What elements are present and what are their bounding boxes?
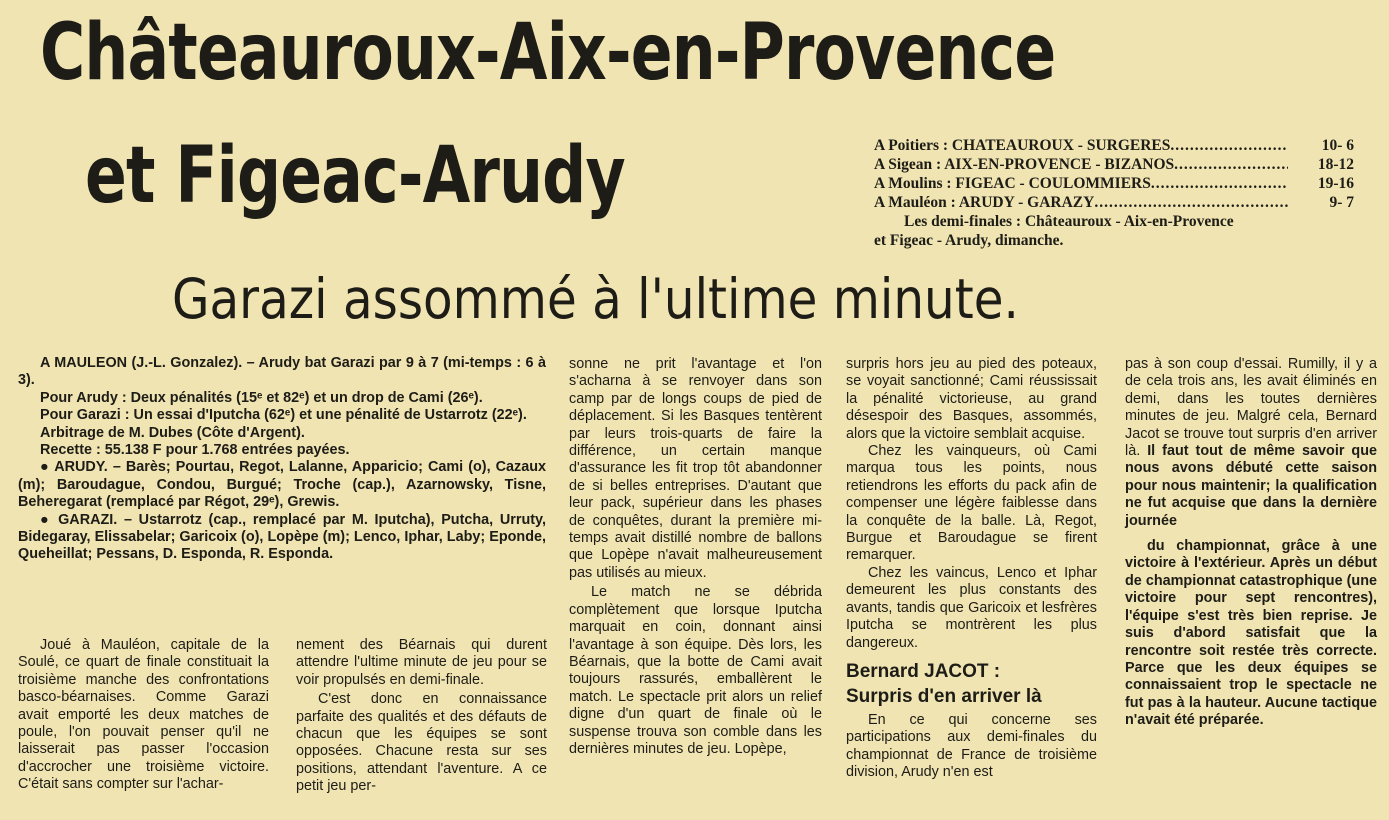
quote: du championnat, grâce à une victoire à l'extérieur. Après un début de championnat catastrophique (une victoire pour sept rencontres), l'équipe s'est très bien reprise. Je suis d'abord satisfait que la rencontre soit restée très correcte. Parce que les deux équipes se connaissaient trop le spectacle ne fut pas à la hauteur. Aucune tactique n'avait été préparée. [1125, 538, 1377, 729]
summary-garazi-points: Pour Garazi : Un essai d'Iputcha (62ᵉ) et une pénalité de Ustarrotz (22ᵉ). [40, 407, 527, 424]
summary-garazi-lineup: ● GARAZI. – Ustarrotz (cap., remplacé par M. Iputcha), Putcha, Urruty, Bidegaray, Elissabelar; Garicoix (o), Lopèpe (m); Lenco, Iphar, Laby; Eponde, Queheillat; Pessans, D. Esponda, R. Esponda. [18, 511, 546, 563]
paragraph: nement des Béarnais qui durent attendre l'ultime minute de jeu pour se voir propulsés en demi-finale. [296, 637, 547, 688]
result-match: ARUDY - GARAZY [958, 194, 1095, 211]
semifinals-line-1: Les demi-finales : Châteauroux - Aix-en-Provence [904, 213, 1234, 230]
results-box [874, 136, 1354, 250]
result-row [874, 136, 1354, 155]
result-venue: A Sigean : [874, 156, 942, 173]
paragraph: Joué à Mauléon, capitale de la Soulé, ce quart de finale constituait la troisième manche des confrontations basco-béarnaises. Comme Garazi avait emporté les deux matches de poule, l'on pouvait penser qu'il ne laisserait pas passer l'occasion d'accrocher une troisième victoire. C'était sans compter sur l'achar- [18, 637, 269, 793]
result-score: 18-12 [1317, 156, 1354, 173]
headline-line-2: et Figeac-Arudy [85, 131, 625, 221]
paragraph: Le match ne se débrida complètement que lorsque Iputcha marquait en coin, donnant ainsi l'avantage à son équipe. Dès lors, les Béarnais, que la botte de Cami avait toujours rassurés, emballèrent le match. Le spectacle prit alors un relief digne d'un quart de finale où le suspense trouva son comble dans les dernières minutes de jeu. Lopèpe, [569, 584, 822, 757]
result-match: AIX-EN-PROVENCE - BIZANOS [944, 156, 1175, 173]
paragraph: C'est donc en connaissance parfaite des qualités et des défauts de chacun que les équipes se sont opposées. Chacune resta sur ses positions, attendant l'aventure. A ce petit jeu per- [296, 691, 547, 795]
sidebar-title-line-2: Surpris d'en arriver là [846, 685, 1042, 707]
result-match: CHATEAUROUX - SURGERES [951, 137, 1171, 154]
result-match: FIGEAC - COULOMMIERS [955, 175, 1151, 192]
result-row [874, 193, 1354, 212]
headline-line-1: Châteauroux-Aix-en-Provence [40, 8, 1056, 98]
result-row [874, 174, 1354, 193]
match-summary [18, 355, 546, 564]
sidebar-title [846, 659, 1097, 709]
summary-referee: Arbitrage de M. Dubes (Côte d'Argent). [40, 424, 305, 441]
result-score: 9- 7 [1329, 194, 1354, 211]
paragraph: Chez les vainqueurs, où Cami marqua tous les points, nous retiendrons les efforts du pack afin de compenser une légère faiblesse dans la conquête de la balle. Là, Regot, Burgue et Baroudague se firent remarquer. [846, 443, 1097, 564]
semifinals-line-2: et Figeac - Arudy, dimanche. [874, 232, 1064, 249]
paragraph: sonne ne prit l'avantage et l'on s'acharna à se renvoyer dans son camp par de longs coups de pied de déplacement. Si les Basques tentèrent par leurs trois-quarts de faire la différence, un certain manque d'assurance les fit trop tôt abandonner de si belles entreprises. D'autant que leur pack, supérieur dans les phases de conquêtes, durant la première mi-temps avait distillé nombre de ballons que Lopèpe n'avait malheureusement pas utilisés au mieux. [569, 356, 822, 581]
quote: Il faut tout de même savoir que nous avons débuté cette saison pour nous maintenir; la qualification ne fut acquise que dans la dernière journée [1125, 443, 1377, 529]
result-venue: A Moulins : [874, 175, 952, 192]
sidebar-title-line-1: Bernard JACOT : [846, 660, 1001, 682]
summary-arudy-lineup: ● ARUDY. – Barès; Pourtau, Regot, Lalanne, Apparicio; Cami (o), Cazaux (m); Baroudague, Condou, Burgué; Troche (cap.), Azarnowsky, Tisne, Beheregarat (remplacé par Régot, 29ᵉ), Grewis. [18, 459, 546, 511]
article-column-3 [569, 356, 822, 758]
paragraph: Chez les vaincus, Lenco et Iphar demeurent les plus constants des avants, tandis que Garicoix et lesfrères Iputcha se montrèrent les plus dangereux. [846, 564, 1097, 651]
summary-receipts: Recette : 55.138 F pour 1.768 entrées payées. [40, 442, 350, 459]
sidebar-paragraph: En ce qui concerne ses participations aux demi-finales du championnat de France de troisième division, Arudy n'en est [846, 711, 1097, 781]
summary-score: A MAULEON (J.-L. Gonzalez). – Arudy bat Garazi par 9 à 7 (mi-temps : 6 à 3). [18, 355, 546, 389]
paragraph: pas à son coup d'essai. Rumilly, il y a de cela trois ans, les avait éliminés en demi, dans les toutes dernières minutes de jeu. Malgré cela, Bernard Jacot se trouve tout surpris d'en arriver là. [1125, 356, 1377, 460]
article-column-1 [18, 637, 269, 794]
summary-arudy-points: Pour Arudy : Deux pénalités (15ᵉ et 82ᵉ) et un drop de Cami (26ᵉ). [40, 389, 483, 406]
result-score: 10- 6 [1321, 137, 1354, 154]
result-score: 19-16 [1317, 175, 1354, 192]
article-column-4 [846, 356, 1097, 782]
paragraph: surpris hors jeu au pied des poteaux, se voyait sanctionné; Cami réussissait la pénalité victorieuse, au grand désespoir des Basques, assommés, alors que la victoire semblait acquise. [846, 356, 1097, 442]
result-venue: A Mauléon : [874, 194, 956, 211]
article-column-2 [296, 637, 547, 796]
result-venue: A Poitiers : [874, 137, 949, 154]
article-column-5 [1125, 356, 1377, 730]
result-row [874, 155, 1354, 174]
article-subheadline: Garazi assommé à l'ultime minute. [172, 267, 1019, 331]
